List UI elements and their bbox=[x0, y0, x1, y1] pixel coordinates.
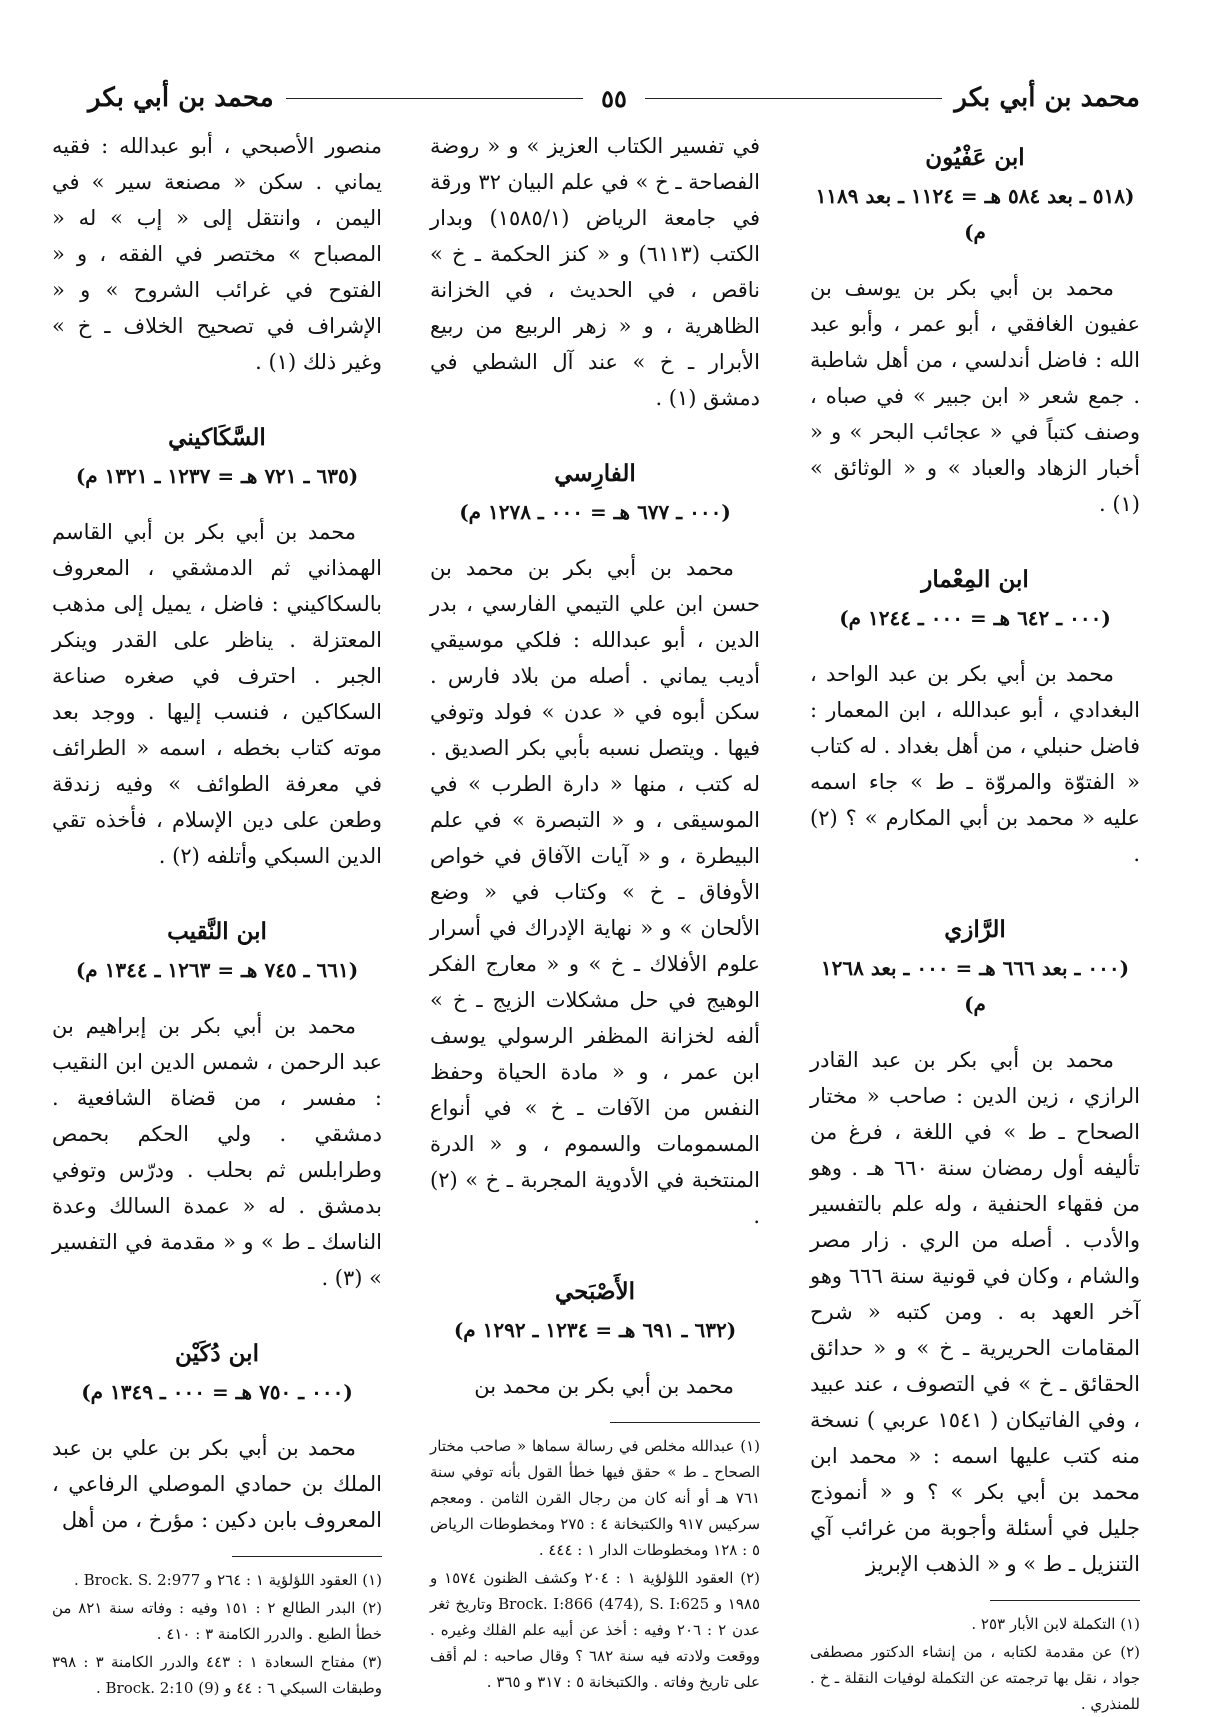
entry-dates: (٥١٨ ـ بعد ٥٨٤ هـ = ١١٢٤ ـ بعد ١١٨٩ م) bbox=[815, 184, 1135, 244]
header-rule-left bbox=[286, 98, 583, 99]
entry-title: ابن دُكَيْن bbox=[175, 1340, 259, 1367]
entry-title: السَّكَاكيني bbox=[168, 424, 266, 451]
column-middle bbox=[430, 128, 761, 1691]
entry-title: ابن المِعْمار bbox=[921, 566, 1029, 593]
entry-title: الأَصْبَحي bbox=[555, 1278, 635, 1305]
footnote-rule bbox=[990, 1600, 1140, 1601]
column-left bbox=[52, 128, 382, 1697]
entry-title: الفارِسي bbox=[554, 460, 636, 487]
footnote: (٢) البدر الطالع ٢ : ١٥١ وفيه : وفاته سنة ٨٢١ من خطأ الطبع . والدرر الكامنة ٣ : ٤١٠ . bbox=[52, 1599, 382, 1643]
footnote-rule bbox=[232, 1556, 382, 1557]
entry-body: محمد بن أبي بكر بن عبد الواحد ، البغدادي ، أبو عبدالله ، ابن المعمار : فاضل حنبلي ، من أهل بغداد . له كتاب « الفتوّة والمروّة ـ ط » جاء اسمه عليه « محمد بن أبي المكارم » ؟ (٢) . bbox=[810, 662, 1140, 866]
entry-dates: (٠٠٠ ـ بعد ٦٦٦ هـ = ٠٠٠ ـ بعد ١٢٦٨ م) bbox=[820, 956, 1130, 1016]
column-right bbox=[810, 128, 1140, 1713]
header-rule-right bbox=[645, 98, 942, 99]
header-right-title: محمد بن أبي بكر bbox=[954, 83, 1140, 113]
footnote: (٢) عن مقدمة لكتابه ، من إنشاء الدكتور مصطفى جواد ، نقل بها ترجمته عن التكملة لوفيات النقلة ـ خ . للمنذري . bbox=[810, 1643, 1140, 1713]
page-number: ٥٥ bbox=[601, 83, 627, 113]
entry-title: ابن عَفْيُون bbox=[925, 144, 1025, 171]
footnote: (١) التكملة لابن الأبار ٢٥٣ . bbox=[971, 1615, 1140, 1633]
entry-title: الرَّازي bbox=[944, 916, 1006, 943]
entry-title: ابن النَّقيب bbox=[167, 918, 267, 945]
header-left-title: محمد بن أبي بكر bbox=[88, 83, 274, 113]
entry-body: محمد بن أبي بكر بن علي بن عبد الملك بن حمادي الموصلي الرفاعي ، المعروف بابن دكين : مؤرخ ، من أهل bbox=[52, 1436, 382, 1532]
footnote: (١) عبدالله مخلص في رسالة سماها « صاحب مختار الصحاح ـ ط » حقق فيها خطأ القول بأنه توفي سنة ٧٦١ هـ أو أنه كان من رجال القرن الثامن . ومعجم سركيس ٩١٧ والكتبخانة ٤ : ٢٧٥ ومخطوطات الرياض ٥ : ١٢٨ ومخطوطات الدار ١ : ٤٤٤ . bbox=[430, 1437, 761, 1559]
entry-body: محمد بن أبي بكر بن عبد القادر الرازي ، زين الدين : صاحب « مختار الصحاح ـ ط » في اللغة ، فرغ من تأليفه أول رمضان سنة ٦٦٠ هـ . وهو من فقهاء الحنفية ، وله علم بالتفسير والأدب . أصله من الري . زار مصر والشام ، وكان في قونية سنة ٦٦٦ وهو آخر العهد به . ومن كتبه « شرح المقامات الحريرية ـ خ » و « حدائق الحقائق ـ خ » في التصوف ، عند عبيد ، وفي الفاتيكان ( ١٥٤١ عربي ) نسخة منه كتب عليها اسمه : « محمد ابن محمد بن أبي بكر » ؟ و « أنموذج جليل في أسئلة وأجوبة من غرائب آي التنزيل ـ ط » و « الذهب الإبريز bbox=[810, 1048, 1140, 1576]
footnote: (٢) العقود اللؤلؤية ١ : ٢٠٤ وكشف الظنون ١٥٧٤ و ١٩٨٥ و Brock. I:866 (474), S. I:625 وتاريخ ثغر عدن ٢ : ٢٠٦ وفيه : أخذ عن أبيه علم الفلك وغيره . ووقعت ولادته فيه سنة ٦٨٢ ؟ وقال صاحبه : لم أقف على تاريخ وفاته . والكتبخانة ٥ : ٣١٧ و ٣٦٥ . bbox=[430, 1569, 761, 1691]
footnotes bbox=[52, 1567, 382, 1701]
footnotes bbox=[810, 1611, 1140, 1717]
entry-body: محمد بن أبي بكر بن محمد بن bbox=[474, 1374, 734, 1398]
entry-continuation: منصور الأصبحي ، أبو عبدالله : فقيه يماني . سكن « مصنعة سير » في اليمن ، وانتقل إلى « إب » له « المصباح » مختصر في الفقه ، و « الفتوح في غرائب الشروح » و « الإشراف في تصحيح الخلاف ـ خ » وغير ذلك (١) . bbox=[52, 134, 382, 374]
entry-dates: (٠٠٠ ـ ٦٤٢ هـ = ٠٠٠ ـ ١٢٤٤ م) bbox=[839, 606, 1111, 630]
entry-body: محمد بن أبي بكر بن محمد بن حسن ابن علي التيمي الفارسي ، بدر الدين ، أبو عبدالله : فلكي موسيقي أديب يماني . أصله من بلاد فارس . سكن أبوه في « عدن » فولد وتوفي فيها . ويتصل نسبه بأبي بكر الصديق . له كتب ، منها « دارة الطرب » في الموسيقى ، و « التبصرة » في علم البيطرة ، و « آيات الآفاق في خواص الأوفاق ـ خ » وكتاب في « وضع الألحان » و « نهاية الإدراك في أسرار علوم الأفلاك ـ خ » و « معارج الفكر الوهيج في حل مشكلات الزيج ـ خ » ألفه لخزانة المظفر الرسولي يوسف ابن عمر ، و « مادة الحياة وحفظ النفس من الآفات ـ خ » في أنواع المسمومات والسموم ، و « الدرة المنتخبة في الأدوية المجربة ـ خ » (٢) . bbox=[430, 556, 760, 1228]
entry-dates: (٠٠٠ ـ ٧٥٠ هـ = ٠٠٠ ـ ١٣٤٩ م) bbox=[81, 1380, 353, 1404]
running-header bbox=[88, 78, 1140, 118]
entry-dates: (٠٠٠ ـ ٦٧٧ هـ = ٠٠٠ ـ ١٢٧٨ م) bbox=[459, 500, 731, 524]
footnote: (٣) مفتاح السعادة ١ : ٤٤٣ والدرر الكامنة ٣ : ٣٩٨ وطبقات السبكي ٦ : ٤٤ و Brock. 2:10 (9) . bbox=[52, 1653, 382, 1697]
entry-dates: (٦٣٥ ـ ٧٢١ هـ = ١٢٣٧ ـ ١٣٢١ م) bbox=[75, 464, 359, 488]
entry-body: محمد بن أبي بكر بن يوسف بن عفيون الغافقي ، أبو عمر ، وأبو عبد الله : فاضل أندلسي ، من أهل شاطبة . جمع شعر « ابن جبير » في صباه ، وصنف كتباً في « عجائب البحر » و « أخبار الزهاد والعباد » و « الوثائق » (١) . bbox=[810, 276, 1140, 516]
entry-dates: (٦٦١ ـ ٧٤٥ هـ = ١٢٦٣ ـ ١٣٤٤ م) bbox=[75, 958, 359, 982]
entry-dates: (٦٣٢ ـ ٦٩١ هـ = ١٢٣٤ ـ ١٢٩٢ م) bbox=[453, 1318, 737, 1342]
entry-continuation: في تفسير الكتاب العزيز » و « روضة الفصاحة ـ خ » في علم البيان ٣٢ ورقة في جامعة الرياض (١٥٨٥/١) وبدار الكتب (٦١١٣) و « كنز الحكمة ـ خ » ناقص ، في الحديث ، في الخزانة الظاهرية ، و « زهر الربيع من ربيع الأبرار ـ خ » عند آل الشطي في دمشق (١) . bbox=[430, 134, 761, 410]
entry-body: محمد بن أبي بكر بن إبراهيم بن عبد الرحمن ، شمس الدين ابن النقيب : مفسر ، من قضاة الشافعية . دمشقي . ولي الحكم بحمص وطرابلس ثم بحلب . ودرّس وتوفي بدمشق . له « عمدة السالك وعدة الناسك ـ ط » و « مقدمة في التفسير » (٣) . bbox=[52, 1014, 382, 1290]
footnotes bbox=[430, 1433, 760, 1695]
footnote-rule bbox=[610, 1422, 760, 1423]
footnote: (١) العقود اللؤلؤية ١ : ٢٦٤ و Brock. S. 2:977 . bbox=[74, 1571, 382, 1589]
entry-body: محمد بن أبي بكر بن أبي القاسم الهمذاني ثم الدمشقي ، المعروف بالسكاكيني : فاضل ، يميل إلى مذهب المعتزلة . يناظر على القدر وينكر الجبر . احترف في صغره صناعة السكاكين ، فنسب إليها . ووجد بعد موته كتاب بخطه ، اسمه « الطرائف في معرفة الطوائف » وفيه زندقة وطعن على دين الإسلام ، فأخذه تقي الدين السبكي وأتلفه (٢) . bbox=[52, 520, 382, 868]
